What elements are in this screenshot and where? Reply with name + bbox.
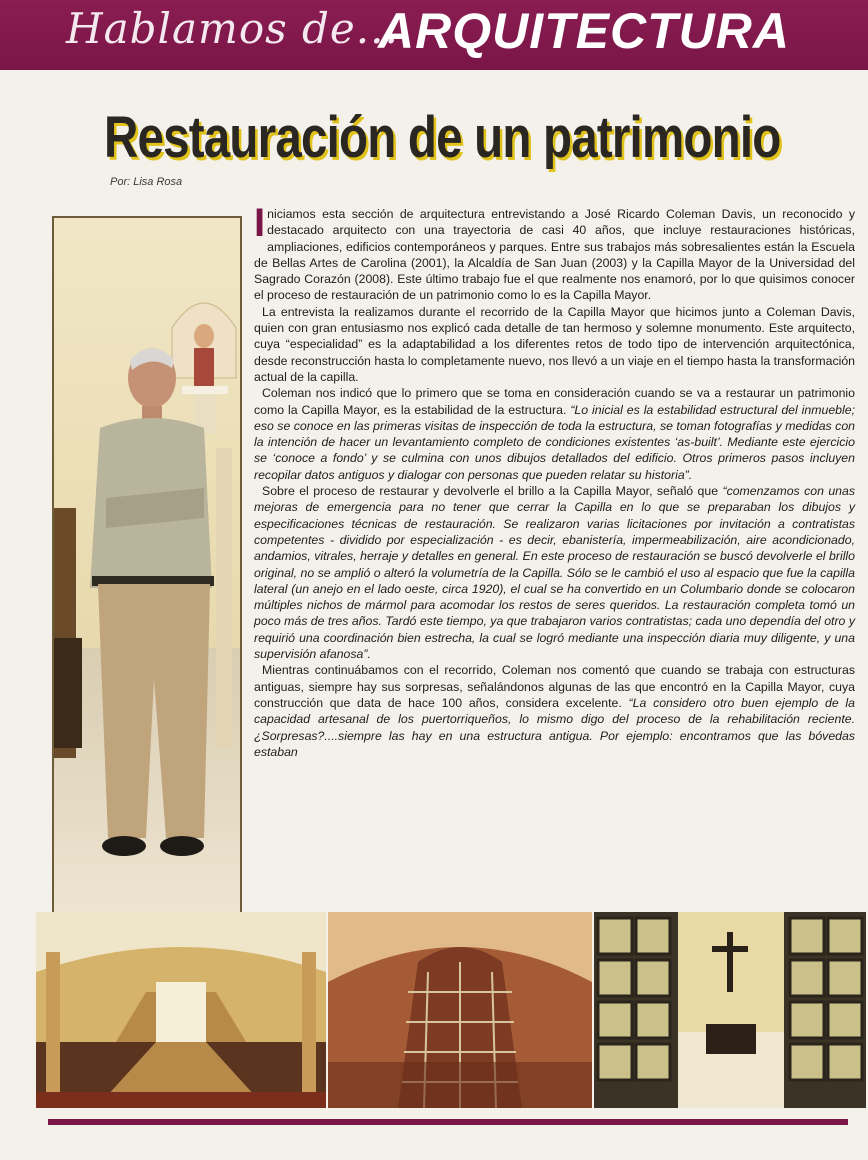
paragraph-1	[254, 201, 855, 304]
section-script-label: Hablamos de...	[66, 4, 399, 53]
paragraph-4-text: Sobre el proceso de restaurar y devolverle el brillo a la Capilla Mayor, señaló que	[262, 484, 723, 499]
paragraph-1-text: niciamos esta sección de arquitectura entrevistando a José Ricardo Coleman Davis, un reconocido y destacado arquitecto con una trayectoria de casi 40 años, que incluye restauraciones históricas, ampliaciones, edificios contemporáneos y parques. Entre sus trabajos más sobresalientes están la Escuela de Bellas Artes de Carolina (2001), la Alcaldía de San Juan (2003) y la Capilla Mayor de la Universidad del Sagrado Corazón (2008). Este último trabajo fue el que realmente nos enamoró, por lo que quisimos conocer el proceso de restauración de un patrimonio como lo es la Capilla Mayor.	[254, 207, 855, 303]
restoration-scaffold-illustration	[328, 912, 592, 1108]
paragraph-5-quote: “La considero otro buen ejemplo de la capacidad artesanal de los puertorriqueños, lo mismo digo del proceso de la rehabilitación reciente. ¿Sorpresas?....siempre las hay en una estructura antigua. Por ejemplo: encontramos que las bóvedas estaban	[254, 695, 855, 759]
photo-strip	[36, 912, 866, 1108]
columbarium-illustration	[594, 912, 866, 1108]
portrait-illustration	[54, 218, 240, 930]
paragraph-2: La entrevista la realizamos durante el recorrido de la Capilla Mayor que hicimos junto a Coleman Davis, quien con gran entusiasmo nos explicó cada detalle de tan hermoso y solemne monumento. Este arquitecto, cuya “especialidad” es la adaptabilidad a los diferentes retos de todo tipo de intervención arquitectónica, desde reconstrucción hasta lo completamente nuevo, nos llevó a un viaje en el tiempo hasta la transformación actual de la capilla.	[254, 304, 855, 384]
paragraph-4-quote: “comenzamos con unas mejoras de emergencia para no tener que cerrar la Capilla en lo que se preparaban los dibujos y especificaciones técnicas de restauración. Se realizaron varias licitaciones por invitación a contratistas competentes - dividido por especialización - es decir, ebanistería, impermeabilización, aire acondicionado, andamios, vitrales, herraje y detalles en general. En este proceso de restauración se buscó devolverle el brillo original, no se amplió o alteró la volumetría de la Capilla. Sólo se le cambió el uso al espacio que fue la capilla lateral (un anejo en el lado oeste, circa 1920), el cual se ha convertido en un Columbario donde se colocaron múltiples nichos de mármol para acomodar los restos de seres queridos. La restauración completa tomó un poco más de tres años. Tardó este tiempo, ya que trabajaron varios contratistas; cada uno dependía del otro y requirió una coordinación bien estrecha, la cual se logró mediante una inspección diaria muy diligente, y una supervisión afanosa”.	[254, 484, 855, 662]
chapel-nave-photo	[36, 912, 326, 1108]
article-byline: Por: Lisa Rosa	[110, 176, 183, 188]
paragraph-3-quote: “Lo inicial es la estabilidad estructural del inmueble; eso se conoce en las primeras visitas de inspección de toda la estructura, se toman fotografías y medidas con la intención de hacer un levantamiento completo de condiciones existentes ‘as-built’. Mediante este ejercicio se ‘conoce a fondo’ y se culmina con unos dibujos detallados del edificio. Otros primeros pasos incluyen recopilar datos antiguos y dialogar con personas que pueden relatar su historia”.	[254, 402, 855, 482]
architect-portrait-photo	[52, 216, 242, 932]
article-title: Restauración de un patrimonio	[104, 105, 781, 170]
paragraph-4	[254, 483, 855, 662]
restoration-scaffold-photo	[328, 912, 592, 1108]
paragraph-5	[254, 662, 855, 760]
chapel-nave-illustration	[36, 912, 326, 1108]
section-title: ARQUITECTURA	[378, 3, 790, 59]
paragraph-3	[254, 385, 855, 483]
drop-cap: I	[254, 201, 266, 245]
paragraph-5-text: Mientras continuábamos con el recorrido, Coleman nos comentó que cuando se trabaja con estructuras antiguas, siempre hay sus sorpresas, señalándonos algunas de las que encontró en la Capilla Mayor, cuya construcción que data de hace 100 años, considera excelente.	[254, 663, 855, 710]
section-banner	[0, 0, 868, 70]
article-body	[254, 201, 855, 760]
columbarium-photo	[594, 912, 866, 1108]
paragraph-3-text: Coleman nos indicó que lo primero que se toma en consideración cuando se va a restaurar un patrimonio como la Capilla Mayor, es la estabilidad de la estructura.	[254, 386, 855, 417]
footer-rule	[48, 1119, 848, 1125]
